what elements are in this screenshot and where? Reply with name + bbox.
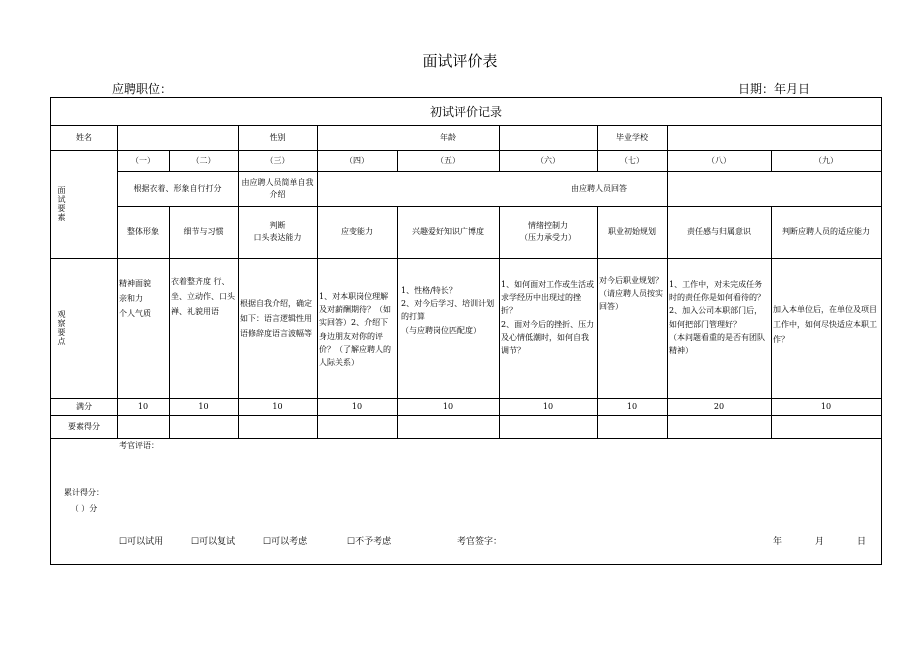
factor-name: 细节与习惯 [183,227,224,236]
full-mark-value: 10 [442,401,454,411]
point-text: 对今后职业规划？ （请应聘人员按实回答） [599,276,663,312]
full-mark-value: 10 [272,401,283,411]
factor-name: 情绪控制力 （压力承受力） [520,221,576,242]
total-score-label: 累计得分： [64,488,104,497]
factor-name: 职业初始规划 [608,227,656,236]
point-text: 精神面貌 亲和力 个人气质 [119,279,151,319]
full-mark-value: 10 [351,401,363,411]
factors-label: 面试要素 [57,186,66,222]
number-label: （一） [131,155,155,165]
total-score-unit: （ ）分 [70,504,98,513]
sign-month: 月 [815,537,825,547]
page-title: 面试评价表 [422,52,498,70]
factor-name: 兴趣爱好知识广博度 [412,227,484,236]
method-self-intro: 由应聘人员简单自我介绍 [241,177,314,199]
factor-name: 应变能力 [341,227,373,236]
factor-name: 判断应聘人员的适应能力 [782,227,870,236]
point-text: 1、对本职岗位理解及对薪酬期待？（如实回答）2、介绍下身边朋友对你的评价？（了解应聘人的人际关系） [319,292,391,367]
option-reject[interactable]: ☐不予考虑 [347,537,392,547]
factor-score-label: 要素得分 [68,421,100,431]
row-line [51,258,881,259]
number-label: （二） [191,155,216,165]
gender-label: 性别 [269,132,286,142]
option-retest[interactable]: ☐可以复试 [191,537,236,547]
number-label: （八） [707,155,731,165]
method-appearance: 根据衣着、形象自行打分 [133,183,222,193]
point-text: 1、工作中，对未完成任务时的责任你是如何看待的？ 2、加入公司本职部门后，如何把部门管理好？ （本问题看重的是否有团队精神） [669,280,765,355]
full-mark-value: 10 [626,401,638,411]
number-label: （五） [436,155,460,165]
number-label: （三） [265,155,290,165]
point-text: 衣着整齐度 行、坐、立动作、口头禅、礼貌用语 [171,277,235,317]
full-mark-value: 10 [137,401,149,411]
factor-name: 整体形象 [127,227,159,236]
option-trial[interactable]: ☐可以试用 [119,537,164,547]
evaluation-table [50,97,882,565]
point-text: 加入本单位后，在单位及项目工作中，如何尽快适应本职工作？ [773,305,877,345]
point-text: 1、性格/特长？ 2、对今后学习、培训计划的打算 （与应聘岗位匹配度） [401,286,495,335]
full-mark-value: 10 [542,401,554,411]
full-mark-value: 20 [713,401,725,411]
row-line [51,438,881,439]
number-label: （六） [536,155,560,165]
option-consider[interactable]: ☐可以考虑 [263,537,308,547]
sign-day: 日 [857,537,867,547]
comment-label: 考官评语： [119,441,159,450]
date-label: 日期：年月日 [738,82,811,96]
full-mark-value: 10 [198,401,209,411]
age-label: 年龄 [440,132,456,142]
number-label: （七） [620,155,644,165]
number-label: （九） [814,155,838,165]
signature-label: 考官签字： [457,537,503,547]
number-label: （四） [345,155,369,165]
point-text: 1、如何面对工作或生活或求学经历中出现过的挫折？ 2、面对今后的挫折、压力及心情低潮时，如何自我调节？ [501,280,595,355]
name-label: 姓名 [76,132,92,142]
factor-name: 责任感与归属意识 [687,227,751,236]
position-label: 应聘职位： [112,82,173,96]
factor-name: 判断 口头表达能力 [253,221,302,242]
full-mark-value: 10 [820,401,832,411]
full-marks-label: 满分 [76,401,92,411]
sign-year: 年 [773,537,783,547]
point-text: 根据自我介绍，确定如下：语言逻辑性用语修辞度语言波幅等 [240,299,312,339]
points-label: 观察要点 [57,310,66,346]
method-answer: 由应聘人员回答 [571,183,627,193]
school-label: 毕业学校 [616,132,648,142]
row-line [51,415,881,416]
section-title: 初试评价记录 [429,104,502,119]
